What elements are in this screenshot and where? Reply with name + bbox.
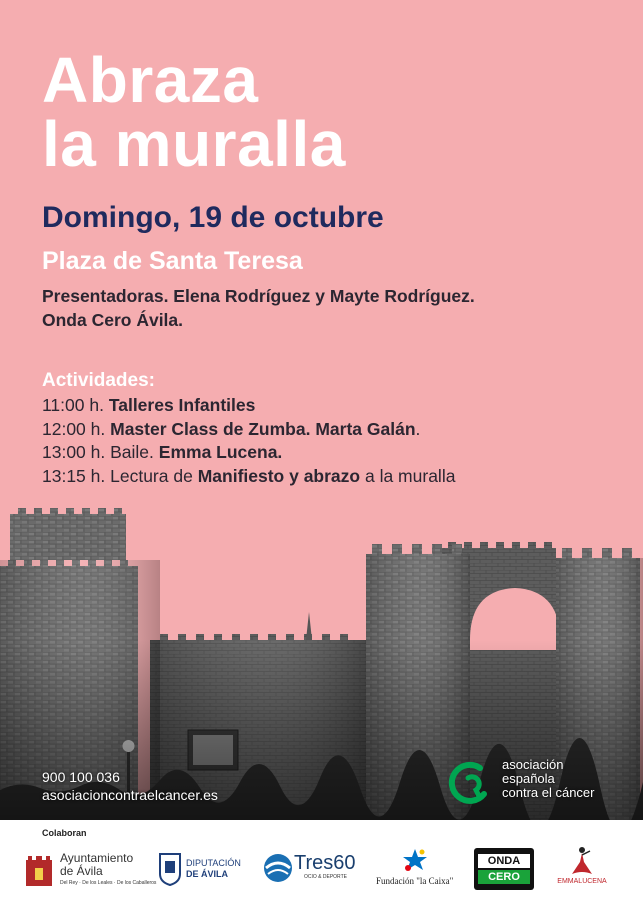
ayuntamiento-line-2: de Ávila	[60, 864, 103, 878]
activity-title: Manifiesto y abrazo	[197, 465, 361, 486]
aecc-logo	[446, 758, 636, 808]
contact-info	[42, 768, 218, 804]
activity-prefix: Lectura de	[110, 465, 193, 486]
diputacion-line-2: DE ÁVILA	[186, 869, 229, 879]
tres60-tagline: OCIO & DEPORTE	[304, 874, 347, 880]
lacaixa-logo	[376, 848, 458, 892]
phone-number[interactable]: 900 100 036	[42, 769, 120, 785]
sponsors-label: Colaboran	[42, 828, 87, 838]
aecc-line-1: asociación	[502, 757, 564, 772]
ayuntamiento-tagline: Del Rey · De los Leales · De los Caballeros	[60, 880, 157, 886]
activity-suffix: .	[415, 418, 421, 439]
activity-row	[42, 394, 632, 418]
lacaixa-text: Fundación "la Caixa"	[376, 876, 454, 886]
activity-time: 13:15 h.	[42, 465, 106, 486]
activity-row	[42, 441, 632, 465]
star-icon	[400, 848, 430, 872]
ondacero-line-1: ONDA	[478, 854, 530, 868]
activity-title: Emma Lucena.	[158, 442, 283, 462]
shield-icon	[158, 852, 182, 886]
ondacero-line-2: CERO	[478, 870, 530, 884]
activity-title: Master Class de Zumba. Marta Galán	[110, 418, 416, 439]
diputacion-line-1: DIPUTACIÓN	[186, 858, 241, 868]
poster-title	[42, 44, 346, 180]
presenters-line-1: Presentadoras. Elena Rodríguez y Mayte Rodríguez.	[42, 286, 475, 306]
ayuntamiento-line-1: Ayuntamiento	[60, 851, 134, 865]
emmalucena-text: EMMALUCENA	[557, 878, 607, 885]
aecc-symbol-icon	[446, 758, 496, 808]
tres60-symbol-icon	[262, 852, 294, 884]
title-line-1: Abraza	[42, 44, 259, 116]
aecc-text	[502, 758, 595, 800]
activity-time: 11:00 h.	[42, 395, 104, 415]
dancer-icon	[570, 846, 594, 876]
aecc-line-3: contra el cáncer	[502, 785, 595, 800]
tres60-name: Tres60	[294, 852, 356, 874]
presenters-line-2: Onda Cero Ávila.	[42, 310, 184, 330]
ondacero-logo	[474, 848, 534, 890]
title-line-2: la muralla	[42, 108, 346, 180]
activity-row	[42, 465, 632, 489]
activities-list	[42, 394, 632, 488]
activities-heading: Actividades:	[42, 370, 155, 391]
activity-time: 13:00 h.	[42, 442, 106, 462]
activity-suffix: a la muralla	[364, 465, 456, 486]
website-link[interactable]: asociacioncontraelcancer.es	[42, 787, 218, 803]
tres60-logo	[262, 850, 357, 890]
event-date: Domingo, 19 de octubre	[42, 201, 384, 234]
activity-row	[42, 418, 632, 442]
aecc-line-2: española	[502, 771, 555, 786]
sponsors-footer	[0, 820, 643, 912]
activity-title: Talleres Infantiles	[108, 395, 256, 415]
presenters	[42, 284, 602, 332]
ayuntamiento-logo	[24, 851, 157, 894]
activity-prefix: Baile.	[110, 442, 154, 462]
activity-time: 12:00 h.	[42, 418, 106, 439]
coat-of-arms-icon	[24, 854, 54, 888]
emmalucena-logo	[552, 846, 612, 894]
diputacion-logo	[158, 852, 248, 892]
event-place: Plaza de Santa Teresa	[42, 247, 303, 275]
